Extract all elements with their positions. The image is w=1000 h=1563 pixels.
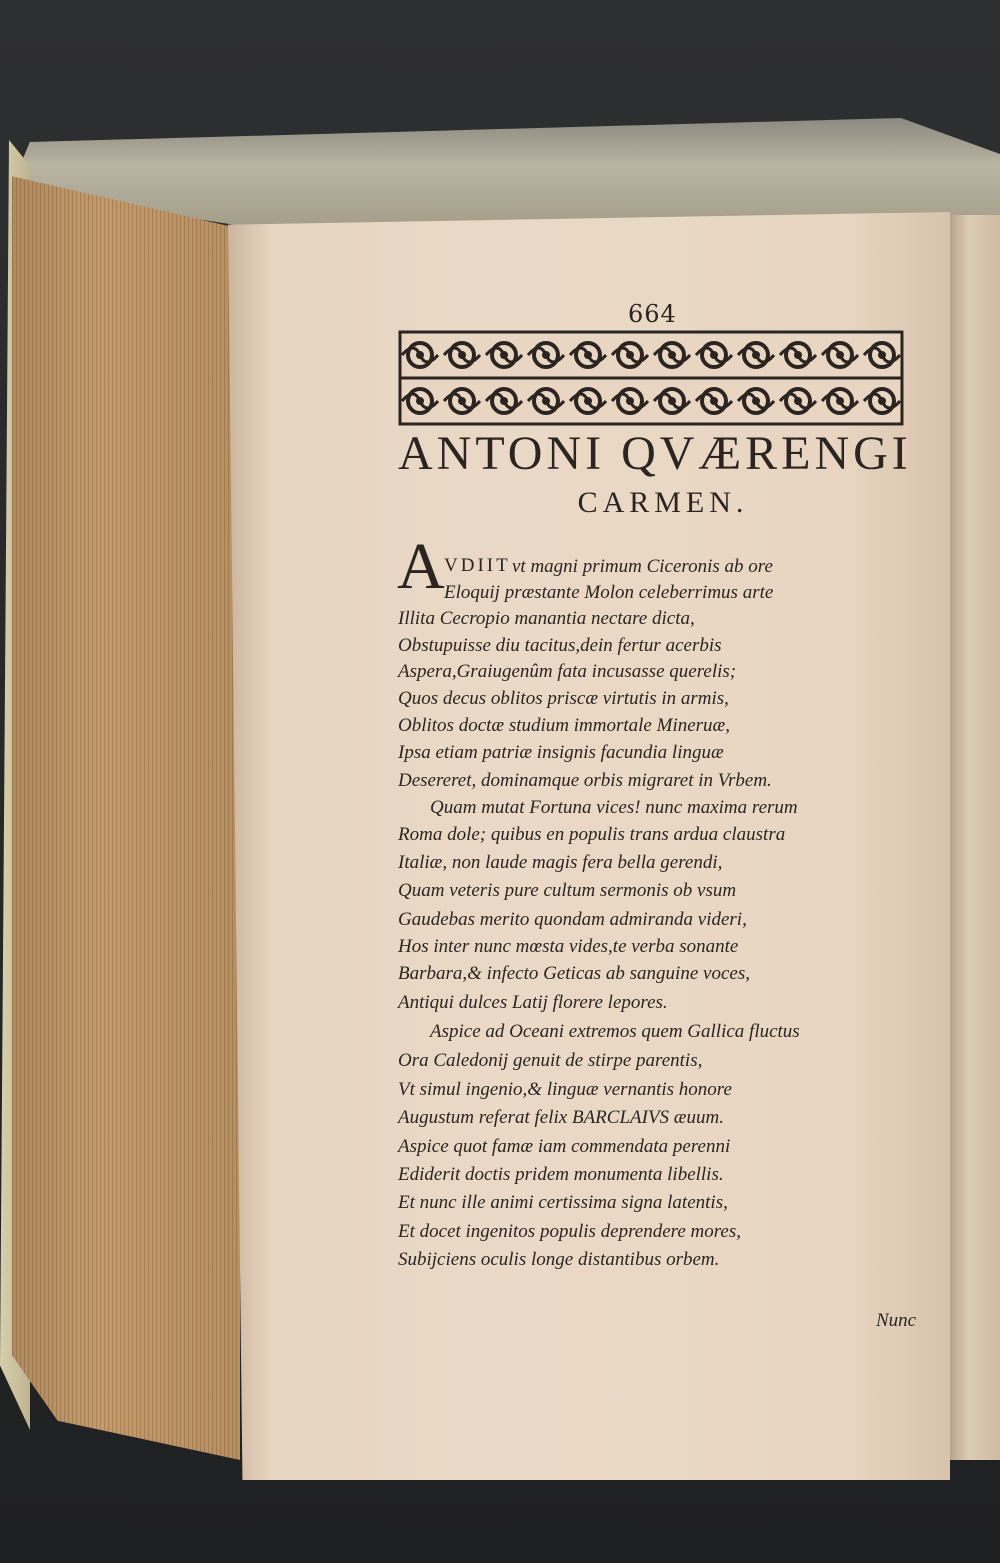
ornament-dot xyxy=(710,397,718,405)
catchword: Nunc xyxy=(876,1310,917,1331)
verse-line: Italiæ, non laude magis fera bella gerendi, xyxy=(398,852,723,873)
verse-line: Et docet ingenitos populis deprendere mores, xyxy=(398,1221,741,1242)
ornament-dot xyxy=(836,351,844,359)
verse-line: Barbara,& infecto Geticas ab sanguine voces, xyxy=(398,963,750,984)
verse-line: Antiqui dulces Latij florere lepores. xyxy=(398,992,668,1013)
ornament-dot xyxy=(416,351,424,359)
book-fore-edge xyxy=(12,150,240,1460)
ornamental-headpiece xyxy=(398,330,904,426)
ornament-dot xyxy=(878,351,886,359)
verse-line: Ora Caledonij genuit de stirpe parentis, xyxy=(398,1050,703,1071)
verse-line: Aspice ad Oceani extremos quem Gallica fluctus xyxy=(430,1021,800,1042)
page-title: ANTONI QVÆRENGI xyxy=(398,427,912,480)
ornament-dot xyxy=(584,397,592,405)
verse-line: Aspera,Graiugenûm fata incusasse querelis; xyxy=(398,661,737,682)
verse-line: Roma dole; quibus en populis trans ardua claustra xyxy=(398,824,786,845)
ornament-dot xyxy=(710,351,718,359)
ornament-dot xyxy=(752,397,760,405)
verse-line: Illita Cecropio manantia nectare dicta, xyxy=(398,608,695,629)
verse-line: Ipsa etiam patriæ insignis facundia linguæ xyxy=(398,742,724,763)
ornament-dot xyxy=(626,351,634,359)
ornament-dot xyxy=(794,351,802,359)
ornament-dot xyxy=(458,397,466,405)
verse-line: Eloquij præstante Molon celeberrimus arte xyxy=(444,582,774,603)
ornament-dot xyxy=(500,397,508,405)
ornament-dot xyxy=(416,397,424,405)
verse-line: Et nunc ille animi certissima signa latentis, xyxy=(398,1192,728,1213)
verse-line: Subijciens oculis longe distantibus orbem. xyxy=(398,1249,720,1270)
ornament-dot xyxy=(752,351,760,359)
verse-line: Desereret, dominamque orbis migraret in Vrbem. xyxy=(398,770,772,791)
page-number: 664 xyxy=(628,300,677,328)
verse-line: Oblitos doctæ studium immortale Mineruæ, xyxy=(398,715,730,736)
page-subtitle: CARMEN. xyxy=(577,486,749,519)
verse-line: Obstupuisse diu tacitus,dein fertur acerbis xyxy=(398,635,722,656)
facing-page-edge xyxy=(948,215,1000,1460)
verse-line: Quam veteris pure cultum sermonis ob vsum xyxy=(398,880,737,901)
first-word-caps: VDIIT xyxy=(444,555,511,576)
ornament-dot xyxy=(836,397,844,405)
ornament-dot xyxy=(668,397,676,405)
verse-line: Gaudebas merito quondam admiranda videri, xyxy=(398,909,747,930)
ornament-dot xyxy=(668,351,676,359)
drop-cap: A xyxy=(397,530,445,603)
verse-line: vt magni primum Ciceronis ab ore xyxy=(512,556,773,577)
ornament-dot xyxy=(542,397,550,405)
verse-line: Quos decus oblitos priscæ virtutis in armis, xyxy=(398,688,729,709)
verse-line: Vt simul ingenio,& linguæ vernantis honore xyxy=(398,1079,732,1100)
verse-line: Ediderit doctis pridem monumenta libellis. xyxy=(398,1164,724,1185)
ornament-dot xyxy=(878,397,886,405)
verse-line: Aspice quot famæ iam commendata perenni xyxy=(398,1136,731,1157)
ornament-dot xyxy=(458,351,466,359)
verse-line: Augustum referat felix BARCLAIVS æuum. xyxy=(398,1107,724,1128)
ornament-dot xyxy=(794,397,802,405)
ornament-dot xyxy=(542,351,550,359)
ornament-dot xyxy=(500,351,508,359)
verse-line: Hos inter nunc mœsta vides,te verba sonante xyxy=(398,936,739,957)
verse-line: Quam mutat Fortuna vices! nunc maxima rerum xyxy=(430,797,798,818)
ornament-dot xyxy=(584,351,592,359)
ornament-dot xyxy=(626,397,634,405)
